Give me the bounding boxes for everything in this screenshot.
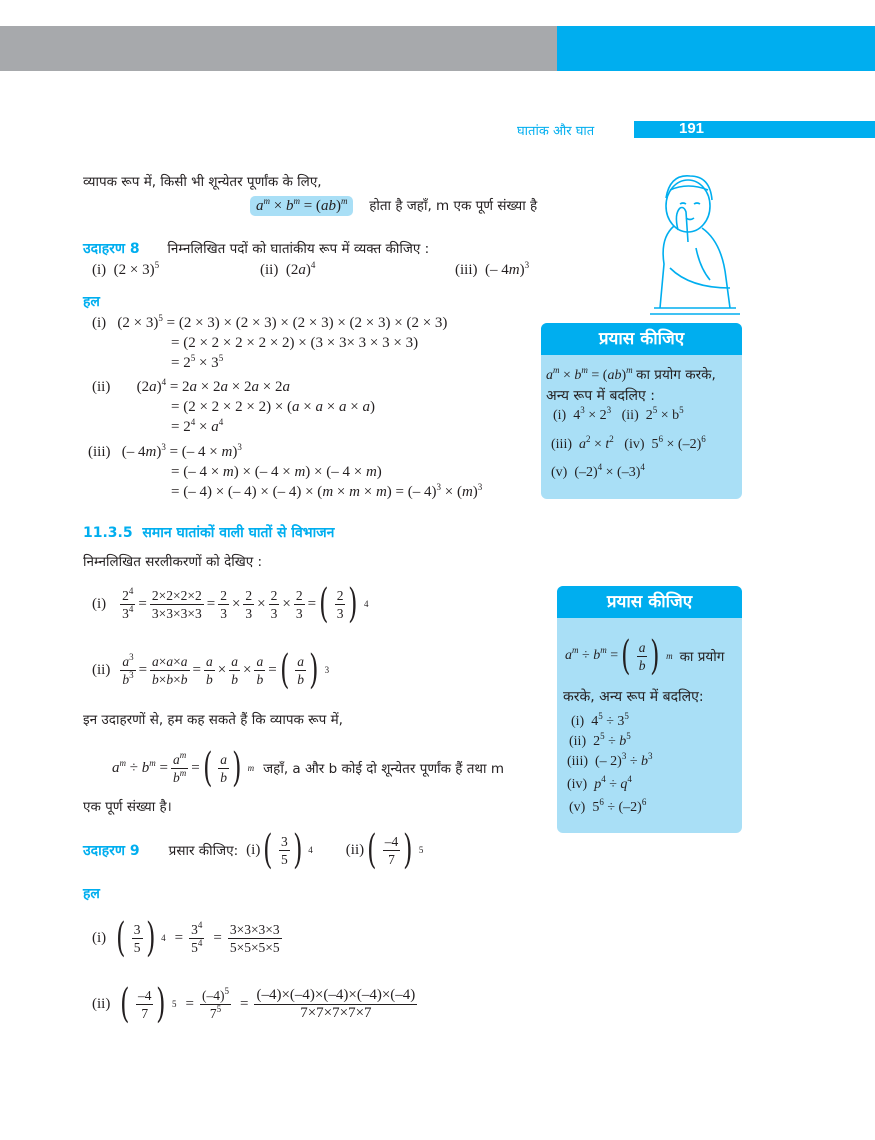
try-box-2-instruction2: करके, अन्य रूप में बदलिए: (563, 689, 704, 705)
division-rule-text: जहाँ, a और b कोई दो शून्येतर पूर्णांक हैं तथा m (263, 761, 504, 777)
chapter-title: घातांक और घात (517, 124, 595, 139)
solution-label-1: हल (83, 294, 100, 310)
sol8-ii-line2: = (2 × 2 × 2 × 2) × (a × a × a × a) (171, 399, 375, 415)
try-box-1 (541, 323, 742, 499)
example8-prompt: निम्नलिखित पदों को घातांकीय रूप में व्यक्त कीजिए : (167, 241, 430, 257)
try-box-1-item-1: (i) $4^3 \times 2^3$ (ii) $2^5 \times b^5$ (553, 405, 684, 423)
sol8-iii-line1: (iii) (– 4m)$^3$ = (– 4 × m)$^3$ (88, 442, 242, 460)
sol8-i-line1: (i) $(2 \times 3)^5 = (2 \times 3) \times (2 \times 3) \times (2 \times 3) \times (2 \times 3) \times (2 \times 3)$ (92, 313, 448, 331)
page-number-box (634, 121, 875, 138)
division-rule: $a^m \div b^m$ = $\frac{a^m}{b^m}$ = ( $\frac{a}{b}$ ) m जहाँ, a और b कोई दो शून्येतर पूर्णांक हैं तथा m (112, 745, 504, 791)
example8-header (83, 239, 429, 258)
sol8-iii-line2: = (– 4 × m) × (– 4 × m) × (– 4 × m) (171, 464, 382, 480)
sol8-iii-line3: = (– 4) × (– 4) × (– 4) × (m × m × m) = (– $4)^3 \times (m)^3$ (171, 482, 483, 500)
sol8-ii-line3: = $2^4 \times a^4$ (171, 417, 224, 435)
header-gray-bar (0, 26, 557, 71)
section-intro: निम्नलिखित सरलीकरणों को देखिए : (83, 554, 263, 570)
formula-text: होता है जहाँ, m एक पूर्ण संख्या है (369, 198, 538, 214)
sol8-i-line3: = $2^5 \times 3^5$ (171, 353, 224, 371)
try-box-2-title: प्रयास कीजिए (557, 586, 742, 618)
try-box-1-instruction2: अन्य रूप में बदलिए : (546, 388, 655, 404)
try-box-2-item-1: (i) $4^5 \div 3^5$ (571, 711, 629, 729)
try-box-2-item-5: (v) $5^6 \div (-2)^6$ (569, 797, 647, 815)
try-box-1-instruction: $a^m \times b^m = (ab)^m$ का प्रयोग करके, (546, 365, 716, 383)
try-box-1-item-3: (iii) $a^2 \times t^2$ (iv) $5^6 \times (-2)^6$ (551, 434, 706, 452)
section-rule-end: एक पूर्ण संख्या है। (83, 799, 172, 815)
page-number: 191 (678, 120, 705, 137)
section-number: 11.3.5 (83, 525, 133, 541)
example8-part-iii: (iii) (– 4m)$^3$ (455, 260, 530, 278)
sol8-i-line2: = (2 × 2 × 2 × 2 × 2) × (3 × 3× 3 × 3 × 3) (171, 335, 419, 351)
intro-line: व्यापक रूप में, किसी भी शून्येतर पूर्णांक के लिए, (83, 174, 322, 190)
section-generalize: इन उदाहरणों से, हम कह सकते हैं कि व्यापक रूप में, (83, 712, 343, 728)
try-box-1-item-5: (v) $(-2)^4 \times (-3)^4$ (551, 462, 645, 480)
example9-header: उदाहरण 9 प्रसार कीजिए: (i) ( $\frac{3}{5}$ ) 4 (ii) ( $\frac{-4}{7}$ ) 5 (83, 827, 424, 873)
solution-label-2: हल (83, 886, 100, 902)
simplification-ii: (ii) $\frac{a^3}{b^3}$ = $\frac{a\times a\times a}{b\times b\times b}$ = $\frac{a}{b}$ × $\frac{a}{b}$ × $\frac{a}{b}$ = ( $\frac{a}{b}$ ) 3 (92, 647, 330, 693)
example9-solution-ii: (ii) ( $\frac{-4}{7}$ ) 5 = $\frac{(-4)^5}{7^5}$ = $\frac{(-4)\times(-4)\times(-4)\times(-4)\times(-4)}{7\times 7\times 7\times 7\times 7}$ (92, 981, 416, 1027)
example8-label: उदाहरण 8 (83, 241, 140, 257)
header-blue-bar (557, 26, 875, 71)
section-heading (83, 523, 334, 542)
try-box-2 (557, 586, 742, 833)
section-title: समान घातांकों वाली घातों से विभाजन (142, 525, 335, 541)
try-box-2-item-3: (iii) (– $2)^3 \div b^3$ (567, 751, 653, 769)
intro-formula (250, 196, 537, 215)
thinking-person-illustration (630, 168, 740, 318)
try-box-2-instruction: $a^m \div b^m$ = ( $\frac{a}{b}$ ) m का प्रयोग (565, 633, 725, 679)
try-box-2-item-4: (iv) $p^4 \div q^4$ (567, 774, 632, 792)
sol8-ii-line1: (ii) $(2a)^4 = 2a \times 2a \times 2a \times 2a$ (92, 377, 290, 395)
simplification-i: (i) $\frac{2^4}{3^4}$ = $\frac{2\times 2\times 2\times 2}{3\times 3\times 3\times 3}$ = $\frac{2}{3}$ × $\frac{2}{3}$ × $\frac{2}{3}$ × $\frac{2}{3}$ = ( $\frac{2}{3}$ ) 4 (92, 581, 369, 627)
formula-highlight: $a^m \times b^m = (ab)^m$ (250, 196, 353, 216)
example8-part-i: (i) $(2 \times 3)^5$ (92, 260, 160, 278)
example9-label: उदाहरण 9 (83, 842, 140, 859)
example8-part-ii: (ii) $(2a)^4$ (260, 260, 316, 278)
try-box-1-title: प्रयास कीजिए (541, 323, 742, 355)
example9-prompt: प्रसार कीजिए: (168, 843, 239, 859)
try-box-2-item-2: (ii) $2^5 \div b^5$ (569, 731, 631, 749)
example9-solution-i: (i) ( $\frac{3}{5}$ ) 4 = $\frac{3^4}{5^4}$ = $\frac{3\times 3\times 3\times 3}{5\times 5\times 5\times 5}$ (92, 915, 280, 961)
